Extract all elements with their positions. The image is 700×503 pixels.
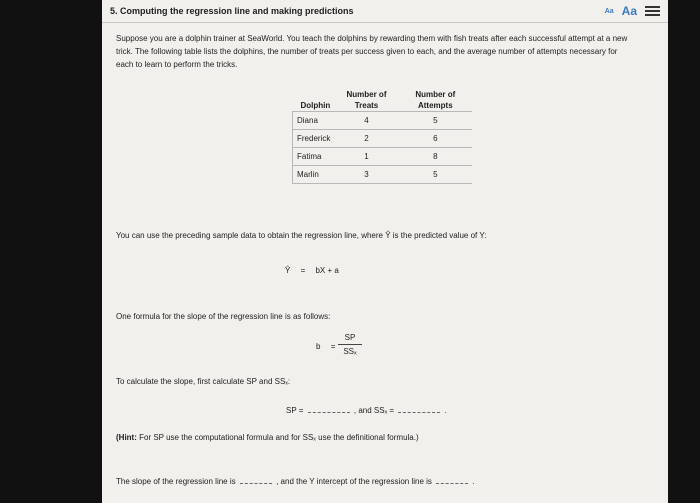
text-size-decrease-button[interactable]: Aa	[604, 7, 614, 15]
dolphin-table	[292, 89, 472, 184]
intercept-answer-blank[interactable]	[436, 476, 468, 484]
sp-line-end: .	[444, 406, 447, 415]
hint-label: (Hint:	[116, 433, 137, 442]
b-symbol: b	[316, 342, 321, 351]
treats-value: 4	[334, 112, 398, 130]
ss-label: , and SSₓ =	[353, 406, 395, 415]
treats-value: 1	[334, 148, 398, 166]
ss-answer-blank[interactable]	[398, 405, 440, 413]
calculate-text: To calculate the slope, first calculate SP and SSₓ:	[116, 377, 291, 386]
treats-value: 3	[334, 166, 398, 184]
equals-symbol: =	[330, 342, 336, 351]
attempts-value: 5	[399, 166, 472, 184]
question-title: 5. Computing the regression line and making predictions	[110, 6, 354, 16]
column-header-dolphin: Dolphin	[300, 101, 331, 110]
regression-intro-text: You can use the preceding sample data to obtain the regression line, where Ŷ is the predicted value of Y:	[116, 231, 487, 240]
hint-body: For SP use the computational formula and for SSₓ use the definitional formula.)	[139, 433, 419, 442]
final-line-end: .	[472, 477, 475, 486]
table-row	[293, 130, 473, 148]
attempts-value: 5	[399, 112, 472, 130]
fraction-line	[338, 344, 362, 345]
dolphin-name: Diana	[293, 112, 335, 130]
worksheet-page	[102, 0, 668, 503]
fraction-numerator: SP	[344, 333, 356, 342]
equals-symbol: =	[300, 266, 306, 275]
slope-formula-b	[316, 342, 335, 351]
regression-equation	[285, 266, 339, 275]
sp-answer-blank[interactable]	[308, 405, 350, 413]
y-hat-symbol: Ŷ	[285, 266, 291, 275]
menu-icon[interactable]	[645, 6, 660, 16]
slope-answer-blank[interactable]	[240, 476, 272, 484]
dolphin-table-wrap	[292, 89, 472, 184]
sp-ss-line	[286, 404, 447, 417]
column-header-attempts: Number of Attempts	[415, 90, 456, 110]
slope-formula-text: One formula for the slope of the regression line is as follows:	[116, 312, 331, 321]
dolphin-name: Fatima	[293, 148, 335, 166]
dolphin-name: Marlin	[293, 166, 335, 184]
dolphin-name: Frederick	[293, 130, 335, 148]
attempts-value: 8	[399, 148, 472, 166]
header-tools	[605, 4, 660, 18]
sp-label: SP =	[286, 406, 304, 415]
fraction-denominator: SSₓ	[343, 347, 357, 356]
column-header-treats: Number of Treats	[346, 90, 387, 110]
question-header	[102, 0, 668, 23]
final-answer-line	[116, 475, 475, 488]
text-size-increase-button[interactable]: Aa	[621, 4, 637, 18]
table-row	[293, 148, 473, 166]
intercept-prompt: , and the Y intercept of the regression line is	[276, 477, 432, 486]
equation-rhs: bX + a	[315, 266, 339, 275]
hint-text	[116, 431, 419, 444]
attempts-value: 6	[399, 130, 472, 148]
table-row	[293, 112, 473, 130]
slope-fraction	[338, 333, 362, 356]
slope-prompt: The slope of the regression line is	[116, 477, 236, 486]
treats-value: 2	[334, 130, 398, 148]
intro-paragraph: Suppose you are a dolphin trainer at SeaWorld. You teach the dolphins by rewarding them with fish treats after each successful attempt at a new trick. The following table lists the dolphins, the number of treats per success given to each, and the average number of attempts necessary for each to learn to perform the tricks.	[116, 34, 628, 69]
table-row	[293, 166, 473, 184]
